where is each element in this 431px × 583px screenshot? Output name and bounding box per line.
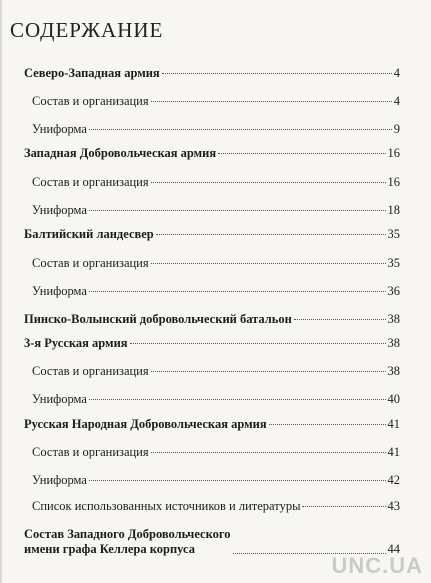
toc-entry[interactable]: [24, 122, 400, 137]
dot-leader: [89, 291, 386, 292]
toc-entry[interactable]: [24, 94, 400, 109]
dot-leader: [151, 101, 392, 102]
toc-entry-label-line1: Состав Западного Добровольческого: [24, 527, 231, 541]
toc-entry-label: Состав и организация: [32, 175, 149, 189]
watermark: UNC.UA: [331, 553, 423, 578]
toc-entry-page: 38: [387, 312, 400, 326]
toc-entry[interactable]: [24, 203, 400, 218]
toc-entry[interactable]: [24, 364, 400, 379]
toc-entry-page: 9: [393, 122, 400, 136]
toc-entry-page: 38: [387, 336, 400, 350]
toc-entry-page: 4: [393, 66, 400, 80]
toc-entry-label: Состав и организация: [32, 94, 149, 108]
toc-entry-label: Униформа: [32, 203, 87, 217]
toc-entry-page: 40: [387, 392, 400, 406]
toc-entry-label: Униформа: [32, 473, 87, 487]
dot-leader: [156, 234, 386, 235]
toc-entry-label: Состав и организация: [32, 364, 149, 378]
toc-entry-label-line2: имени графа Келлера корпуса: [24, 542, 195, 556]
toc-entry-label: Униформа: [32, 122, 87, 136]
toc-entry[interactable]: [24, 175, 400, 190]
dot-leader: [89, 129, 392, 130]
dot-leader: [218, 153, 385, 154]
toc-entry-page: 16: [387, 146, 400, 160]
toc-entry-page: 16: [387, 175, 400, 189]
toc-entry[interactable]: [24, 445, 400, 460]
toc-entry[interactable]: [24, 66, 400, 81]
toc-entry[interactable]: [24, 146, 400, 161]
toc-entry-label: Западная Добровольческая армия: [24, 146, 217, 160]
toc-entry-page: 43: [387, 499, 400, 513]
toc-entry-page: 38: [387, 364, 400, 378]
toc-entry-label: Униформа: [32, 284, 87, 298]
toc-entry[interactable]: [24, 392, 400, 407]
dot-leader: [89, 399, 386, 400]
dot-leader: [294, 319, 386, 320]
toc-entry-label: Состав и организация: [32, 256, 149, 270]
toc-entry-label: [24, 527, 231, 557]
toc-entry[interactable]: [24, 417, 400, 432]
toc-entry-label: Пинско-Волынский добровольческий батальон: [24, 312, 292, 326]
toc-entry-page: 4: [393, 94, 400, 108]
dot-leader: [89, 480, 386, 481]
toc-entry-page: 35: [387, 227, 400, 241]
toc-entry-label: 3-я Русская армия: [24, 336, 128, 350]
toc-entry-page: 44: [387, 542, 400, 556]
dot-leader: [302, 506, 385, 507]
dot-leader: [162, 73, 392, 74]
toc-entry-page: 35: [387, 256, 400, 270]
toc-entry[interactable]: [24, 473, 400, 488]
toc-entry[interactable]: [24, 336, 400, 351]
toc-entry-label: Русская Народная Добровольческая армия: [24, 417, 267, 431]
dot-leader: [151, 371, 386, 372]
toc-entry[interactable]: [24, 499, 400, 514]
toc-entry[interactable]: [24, 256, 400, 271]
toc-entry-page: 36: [387, 284, 400, 298]
toc-entry-label: Северо-Западная армия: [24, 66, 160, 80]
dot-leader: [151, 263, 386, 264]
toc-entry-page: 41: [387, 417, 400, 431]
toc-entry-page: 41: [387, 445, 400, 459]
dot-leader: [269, 424, 386, 425]
dot-leader: [130, 343, 386, 344]
toc-entry-label: Униформа: [32, 392, 87, 406]
toc-entry-page: 18: [387, 203, 400, 217]
dot-leader: [151, 452, 386, 453]
toc-entry-label: Балтийский ландесвер: [24, 227, 154, 241]
dot-leader: [89, 210, 386, 211]
toc-entry-page: 42: [387, 473, 400, 487]
toc-entry[interactable]: [24, 312, 400, 327]
toc-entry[interactable]: [24, 284, 400, 299]
dot-leader: [151, 182, 386, 183]
toc-entry[interactable]: [24, 227, 400, 242]
page-title: СОДЕРЖАНИЕ: [10, 18, 164, 42]
toc-entry-label: Список использованных источников и литературы: [32, 499, 301, 513]
toc-entry-label: Состав и организация: [32, 445, 149, 459]
